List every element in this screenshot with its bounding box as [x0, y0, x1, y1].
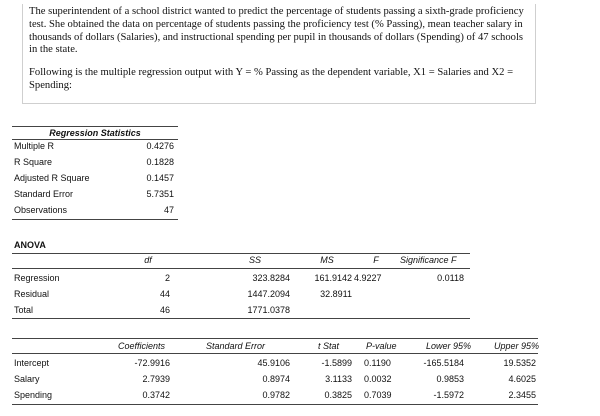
coef-standard-error: 0.8974: [262, 374, 290, 384]
table-rule: [12, 338, 538, 339]
anova-df: 2: [164, 273, 170, 283]
anova-header-significance-f: Significance F: [400, 255, 457, 265]
coef-lower-95: 0.9853: [436, 374, 464, 384]
anova-ms: 32.8911: [320, 289, 352, 299]
table-rule: [12, 126, 178, 127]
coef-lower-95: -1.5972: [433, 390, 464, 400]
anova-header-ss: SS: [248, 255, 261, 265]
stat-label: Multiple R: [14, 141, 55, 151]
table-rule: [12, 404, 538, 405]
coef-header-standard-error: Standard Error: [206, 341, 266, 351]
anova-title: ANOVA: [14, 240, 46, 250]
anova-ss: 1771.0378: [247, 305, 290, 315]
stat-label: Adjusted R Square: [14, 173, 90, 183]
table-rule: [12, 318, 470, 319]
table-rule: [12, 268, 470, 269]
coef-p-value: 0.1190: [364, 358, 391, 368]
coef-lower-95: -165.5184: [423, 358, 464, 368]
coef-standard-error: 0.9782: [262, 390, 290, 400]
anova-significance-f: 0.0118: [437, 273, 464, 283]
anova-ss: 323.8284: [252, 273, 290, 283]
anova-ms: 161.9142: [314, 273, 352, 283]
stat-label: Observations: [14, 205, 68, 215]
anova-header-df: df: [144, 255, 152, 265]
table-rule: [12, 139, 178, 140]
coef-standard-error: 45.9106: [257, 358, 290, 368]
coef-row-label: Intercept: [14, 358, 50, 368]
coef-row-label: Spending: [14, 390, 53, 400]
stat-value: 47: [163, 205, 174, 215]
anova-f: 4.9227: [354, 273, 382, 283]
anova-ss: 1447.2094: [247, 289, 290, 299]
coef-header-p-value: P-value: [366, 341, 397, 351]
coef-header-upper-95: Upper 95%: [494, 341, 540, 351]
problem-paragraph-2: Following is the multiple regression output with Y = % Passing as the dependent variable, X1 = Salaries and X2 = Spending:: [29, 67, 514, 91]
stat-label: Standard Error: [14, 189, 74, 199]
stat-value: 0.4276: [146, 141, 174, 151]
anova-row-label: Total: [14, 305, 34, 315]
anova-row-label: Residual: [14, 289, 50, 299]
anova-df: 44: [159, 289, 170, 299]
stat-value: 0.1828: [146, 157, 174, 167]
coef-p-value: 0.7039: [364, 390, 392, 400]
coef-header-lower-95: Lower 95%: [426, 341, 472, 351]
table-rule: [12, 353, 538, 354]
regression-statistics-title: Regression Statistics: [49, 128, 141, 138]
table-rule: [12, 219, 178, 220]
coef-upper-95: 19.5352: [503, 358, 536, 368]
stat-label: R Square: [14, 157, 53, 167]
coef-t-stat: 3.1133: [325, 374, 352, 384]
anova-header-f: F: [373, 255, 379, 265]
table-rule: [12, 253, 470, 254]
anova-row-label: Regression: [14, 273, 60, 283]
coef-value: -72.9916: [134, 358, 170, 368]
stat-value: 0.1457: [146, 173, 174, 183]
coef-value: 2.7939: [142, 374, 170, 384]
coef-p-value: 0.0032: [364, 374, 392, 384]
anova-df: 46: [159, 305, 170, 315]
stat-value: 5.7351: [146, 189, 174, 199]
coef-upper-95: 2.3455: [508, 390, 536, 400]
coef-header-t-stat: t Stat: [318, 341, 340, 351]
coef-row-label: Salary: [14, 374, 40, 384]
anova-header-ms: MS: [320, 255, 334, 265]
coef-t-stat: 0.3825: [324, 390, 352, 400]
coef-header-coefficients: Coefficients: [118, 341, 166, 351]
coef-upper-95: 4.6025: [508, 374, 536, 384]
problem-paragraph-1: The superintendent of a school district wanted to predict the percentage of students passing a sixth-grade proficiency test. She obtained the data on percentage of students passing the proficiency test (% Passing), mean teacher salary in thousands of dollars (Salaries), and instructional spending per pupil in thousands of dollars (Spending) of 47 schools in the state.: [29, 6, 524, 56]
coef-value: 0.3742: [142, 390, 170, 400]
coef-t-stat: -1.5899: [321, 358, 352, 368]
